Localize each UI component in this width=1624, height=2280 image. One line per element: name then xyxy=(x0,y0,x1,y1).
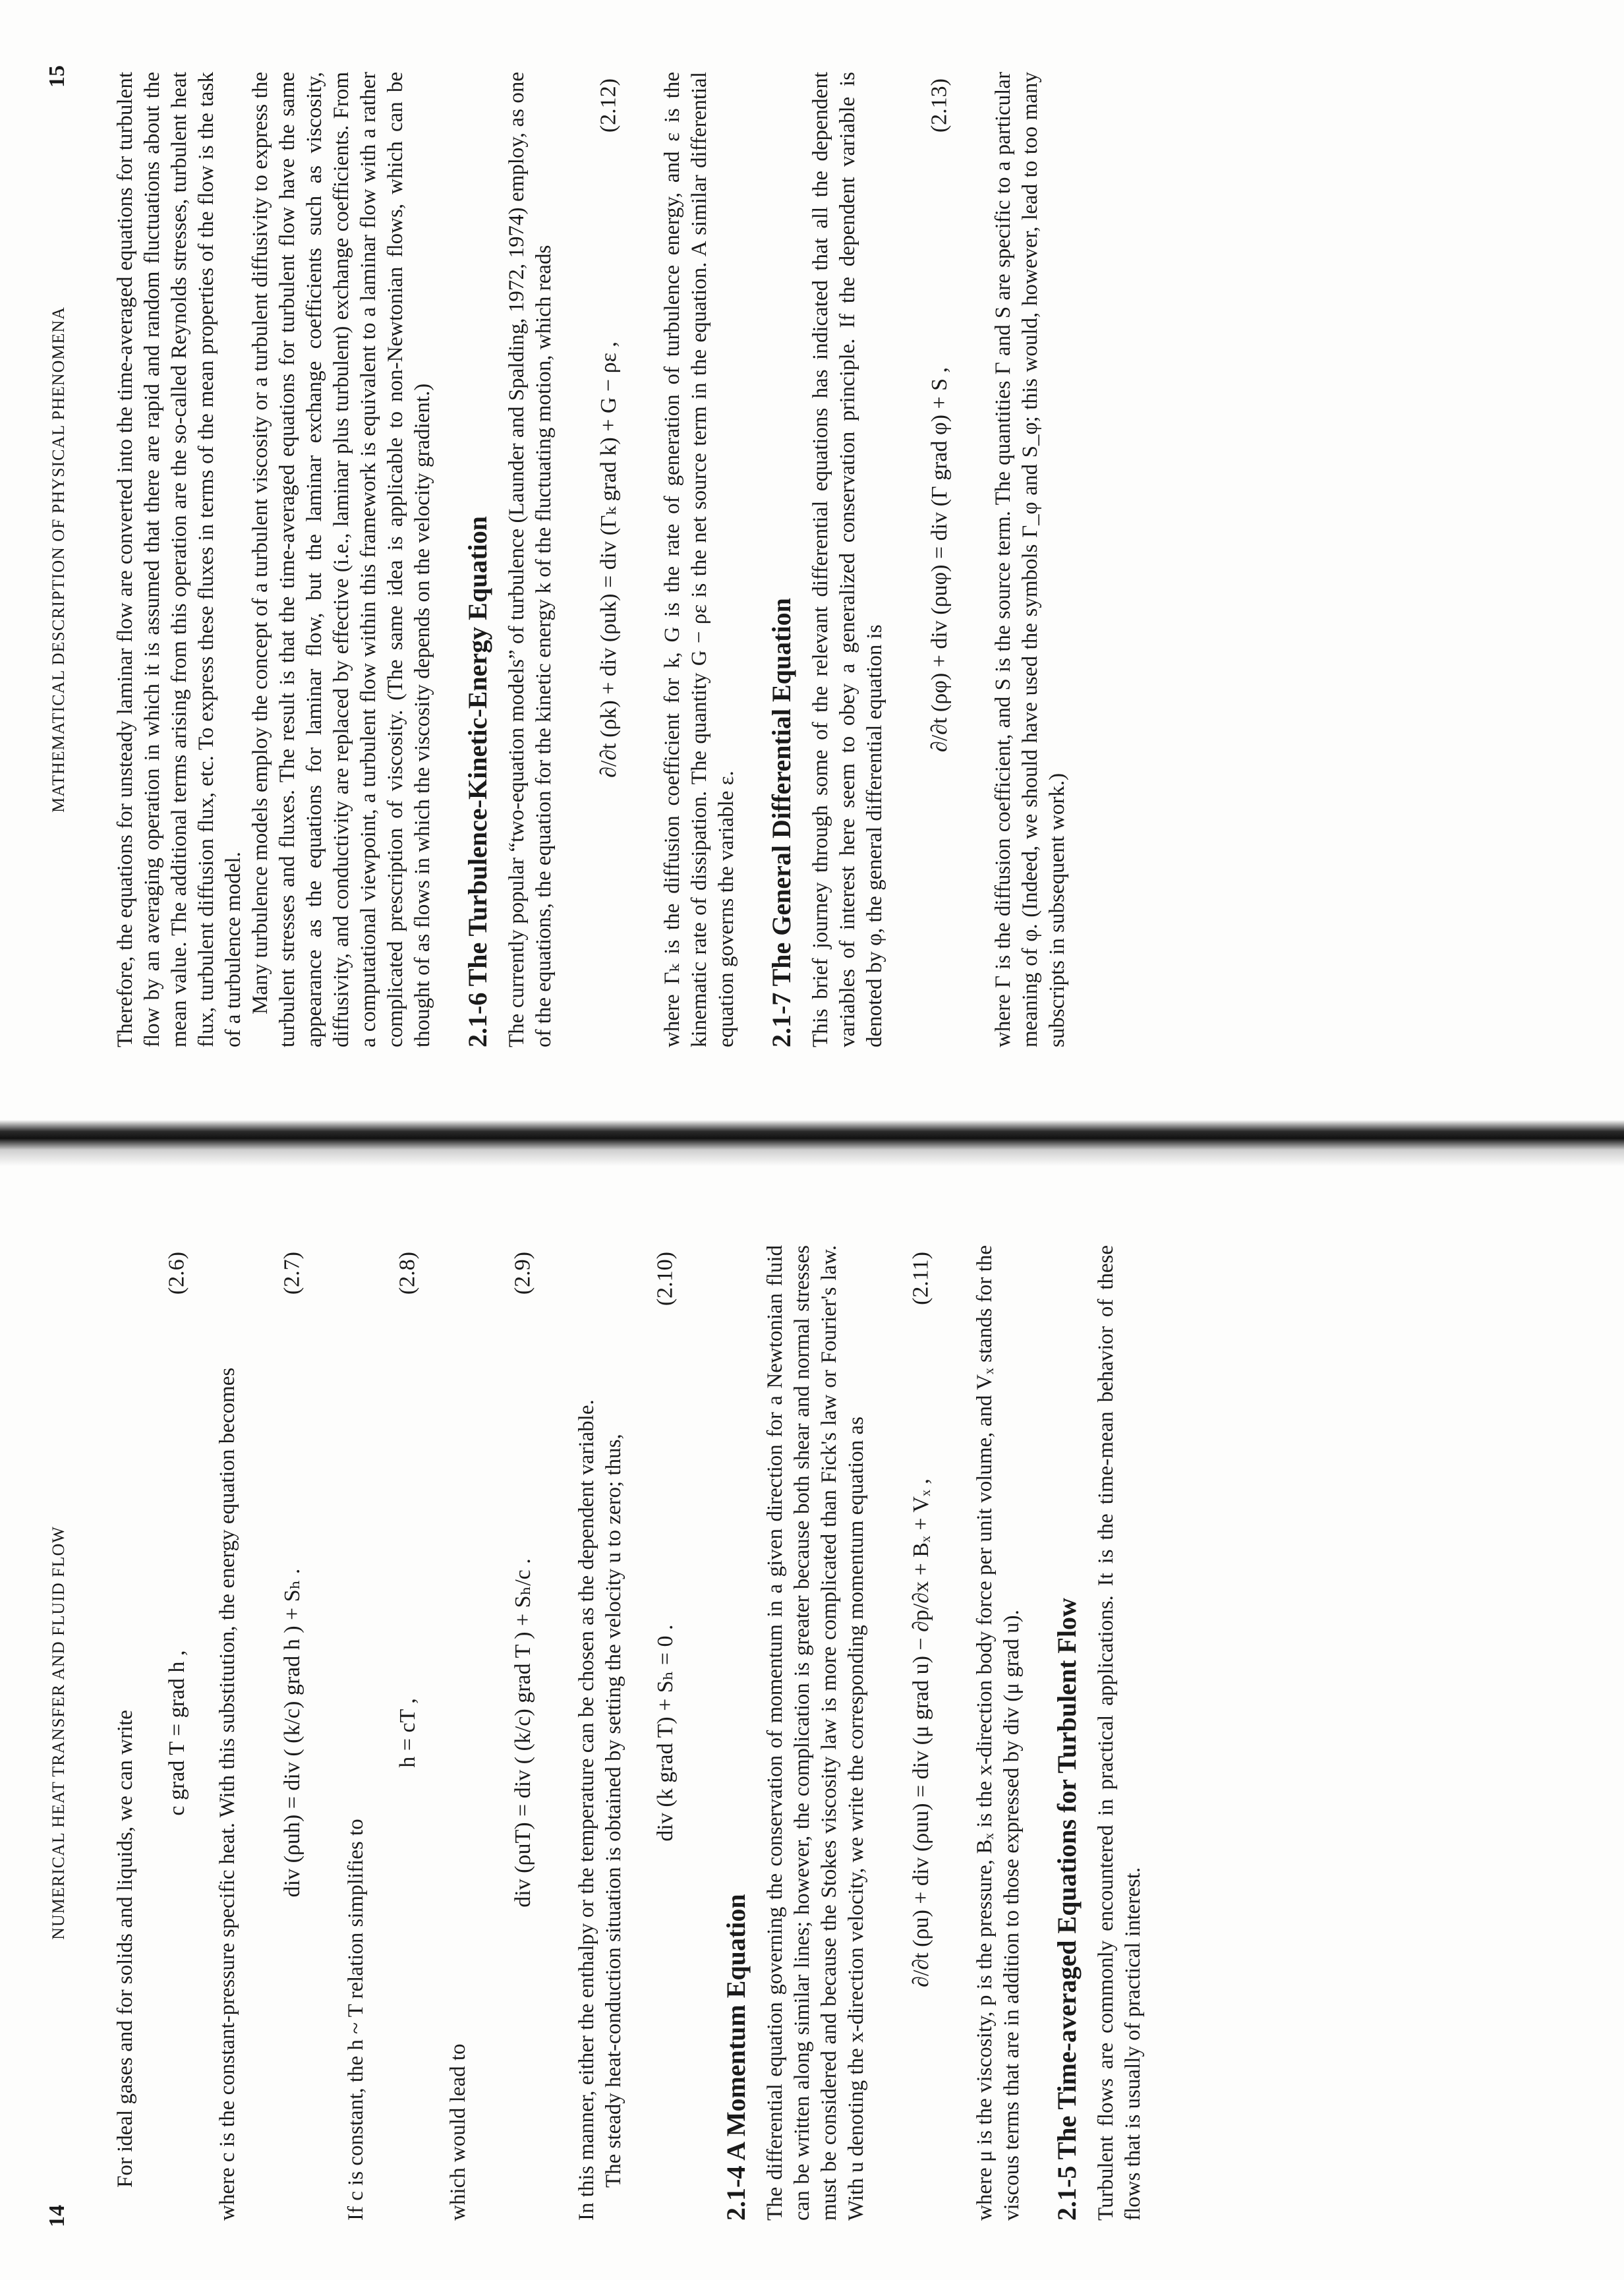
paragraph: where Γₖ is the diffusion coefficient for k, G is the rate of generation of turbulence energy, and ε is the kinematic rate of dissipation. The quantity G − ρε is the net source term in the equation. A similar differential equation governs the variable ε. xyxy=(660,72,738,1047)
left-running-title: NUMERICAL HEAT TRANSFER AND FLUID FLOW xyxy=(49,1526,68,1940)
equation-2-8 xyxy=(378,1245,437,2221)
paragraph: This brief journey through some of the relevant differential equations has indicated that all the dependent variables of interest here seem to obey a generalized conservation principle. If the dependent variable is denoted by φ, the general differential equation is xyxy=(809,72,886,1047)
equation-2-12 xyxy=(566,72,651,1047)
section-heading-2-1-7: 2.1-7 The General Differential Equation xyxy=(767,598,796,1047)
paragraph: If c is constant, the h ~ T relation simplifies to xyxy=(344,1819,368,2221)
equation-number: (2.11) xyxy=(908,1252,933,1305)
equation-expression: c grad T = grad h , xyxy=(164,1650,189,1816)
paragraph: The differential equation governing the conservation of momentum in a given direction for a Newtonian fluid can be written along similar lines; however, the complication is greater because both shear and normal stresses must be considered and because the Stokes viscosity law is more complicated than Fick's law or Fourier's law. With u denoting the x-direction velocity, we write the corresponding momentum equation as xyxy=(763,1245,868,2221)
paragraph: Turbulent flows are commonly encountered in practical applications. It is the time-mean behavior of these flows that is usually of practical interest. xyxy=(1094,1245,1145,2221)
paragraph: The steady heat-conduction situation is obtained by setting the velocity u to zero; thus, xyxy=(602,1434,625,2188)
paragraph: which would lead to xyxy=(446,2043,470,2221)
paragraph: In this manner, either the enthalpy or the temperature can be chosen as the dependent variable. xyxy=(575,1399,598,2221)
equation-expression: ∂/∂t (ρk) + div (ρuk) = div (Γₖ grad k) + G − ρε , xyxy=(596,341,621,778)
right-running-title: MATHEMATICAL DESCRIPTION OF PHYSICAL PHENOMENA xyxy=(49,307,68,813)
left-running-head xyxy=(40,1225,86,2240)
paragraph: where c is the constant-pressure specific heat. With this substitution, the energy equation becomes xyxy=(216,1367,239,2221)
equation-number: (2.9) xyxy=(510,1252,535,1295)
equation-number: (2.7) xyxy=(279,1252,304,1295)
right-page-body xyxy=(112,72,1071,1047)
paragraph: For ideal gases and for solids and liquids, we can write xyxy=(113,1710,137,2188)
equation-expression: ∂/∂t (ρφ) + div (ρuφ) = div (Γ grad φ) + S , xyxy=(927,366,952,753)
equation-number: (2.8) xyxy=(395,1252,420,1295)
paragraph: The currently popular “two-equation models” of turbulence (Launder and Spalding, 1972, 1974) employ, as one of the equations, the equation for the kinetic energy k of the fluctuating motion, which reads xyxy=(505,72,556,1047)
equation-number: (2.6) xyxy=(164,1252,189,1295)
equation-2-13 xyxy=(896,72,982,1047)
equation-number: (2.12) xyxy=(596,78,621,133)
book-spine-gutter xyxy=(0,1120,1624,1166)
paragraph: Therefore, the equations for unsteady laminar flow are converted into the time-averaged equations for turbulent flow by an averaging operation in which it is assumed that there are rapid and random fluctuations about the mean value. The additional terms arising from this operation are the so-called Reynolds stresses, turbulent heat flux, turbulent diffusion flux, etc. To express these fluxes in terms of the mean properties of the flow is the task of a turbulence model. xyxy=(113,72,245,1047)
equation-2-11 xyxy=(878,1245,964,2221)
paragraph: Many turbulence models employ the concept of a turbulent viscosity or a turbulent diffusivity to express the turbulent stresses and fluxes. The result is that the time-averaged equations for turbulent flow have the same appearance as the equations for laminar flow, but the laminar exchange coefficients such as viscosity, diffusivity, and conductivity are replaced by effective (i.e., laminar plus turbulent) exchange coefficients. From a computational viewpoint, a turbulent flow within this framework is equivalent to a laminar flow with a rather complicated prescription of viscosity. (The same idea is applicable to non-Newtonian flows, which can be thought of as flows in which the viscosity depends on the velocity gradient.) xyxy=(248,72,434,1047)
equation-number: (2.10) xyxy=(652,1252,678,1306)
equation-expression: ∂/∂t (ρu) + div (ρuu) = div (μ grad u) − ∂p/∂x + Bₓ + Vₓ , xyxy=(908,1478,933,1987)
section-heading-2-1-5: 2.1-5 The Time-averaged Equations for Turbulent Flow xyxy=(1052,1598,1082,2221)
section-heading-2-1-6: 2.1-6 The Turbulence-Kinetic-Energy Equation xyxy=(463,515,492,1047)
paragraph: where Γ is the diffusion coefficient, and S is the source term. The quantities Γ and S are specific to a particular meaning of φ. (Indeed, we should have used the symbols Γ_φ and S_φ; this would, however, lead to too many subscripts in subsequent work.) xyxy=(991,72,1069,1047)
right-running-head xyxy=(40,52,86,1067)
section-heading-2-1-4: 2.1-4 A Momentum Equation xyxy=(721,1894,751,2221)
left-page xyxy=(40,1225,1582,2240)
equation-2-10 xyxy=(635,1245,695,2221)
right-page xyxy=(40,52,1582,1067)
left-page-number: 14 xyxy=(45,2205,69,2227)
right-page-number: 15 xyxy=(45,65,69,88)
equation-number: (2.13) xyxy=(927,78,952,133)
left-page-body xyxy=(112,1245,1147,2221)
equation-expression: div (k grad T) + Sₕ = 0 . xyxy=(652,1624,678,1842)
equation-2-6 xyxy=(147,1245,206,2221)
paragraph: where μ is the viscosity, p is the pressure, Bₓ is the x-direction body force per unit volume, and Vₓ stands for the viscous terms that are in addition to those expressed by div (μ grad u). xyxy=(973,1245,1024,2221)
equation-expression: div (ρuh) = div ( (k/c) grad h ) + Sₕ . xyxy=(279,1568,304,1898)
equation-2-9 xyxy=(480,1245,566,2221)
equation-2-7 xyxy=(249,1245,335,2221)
equation-expression: div (ρuT) = div ( (k/c) grad T ) + Sₕ/c . xyxy=(510,1558,535,1908)
equation-expression: h = cT , xyxy=(395,1698,420,1768)
